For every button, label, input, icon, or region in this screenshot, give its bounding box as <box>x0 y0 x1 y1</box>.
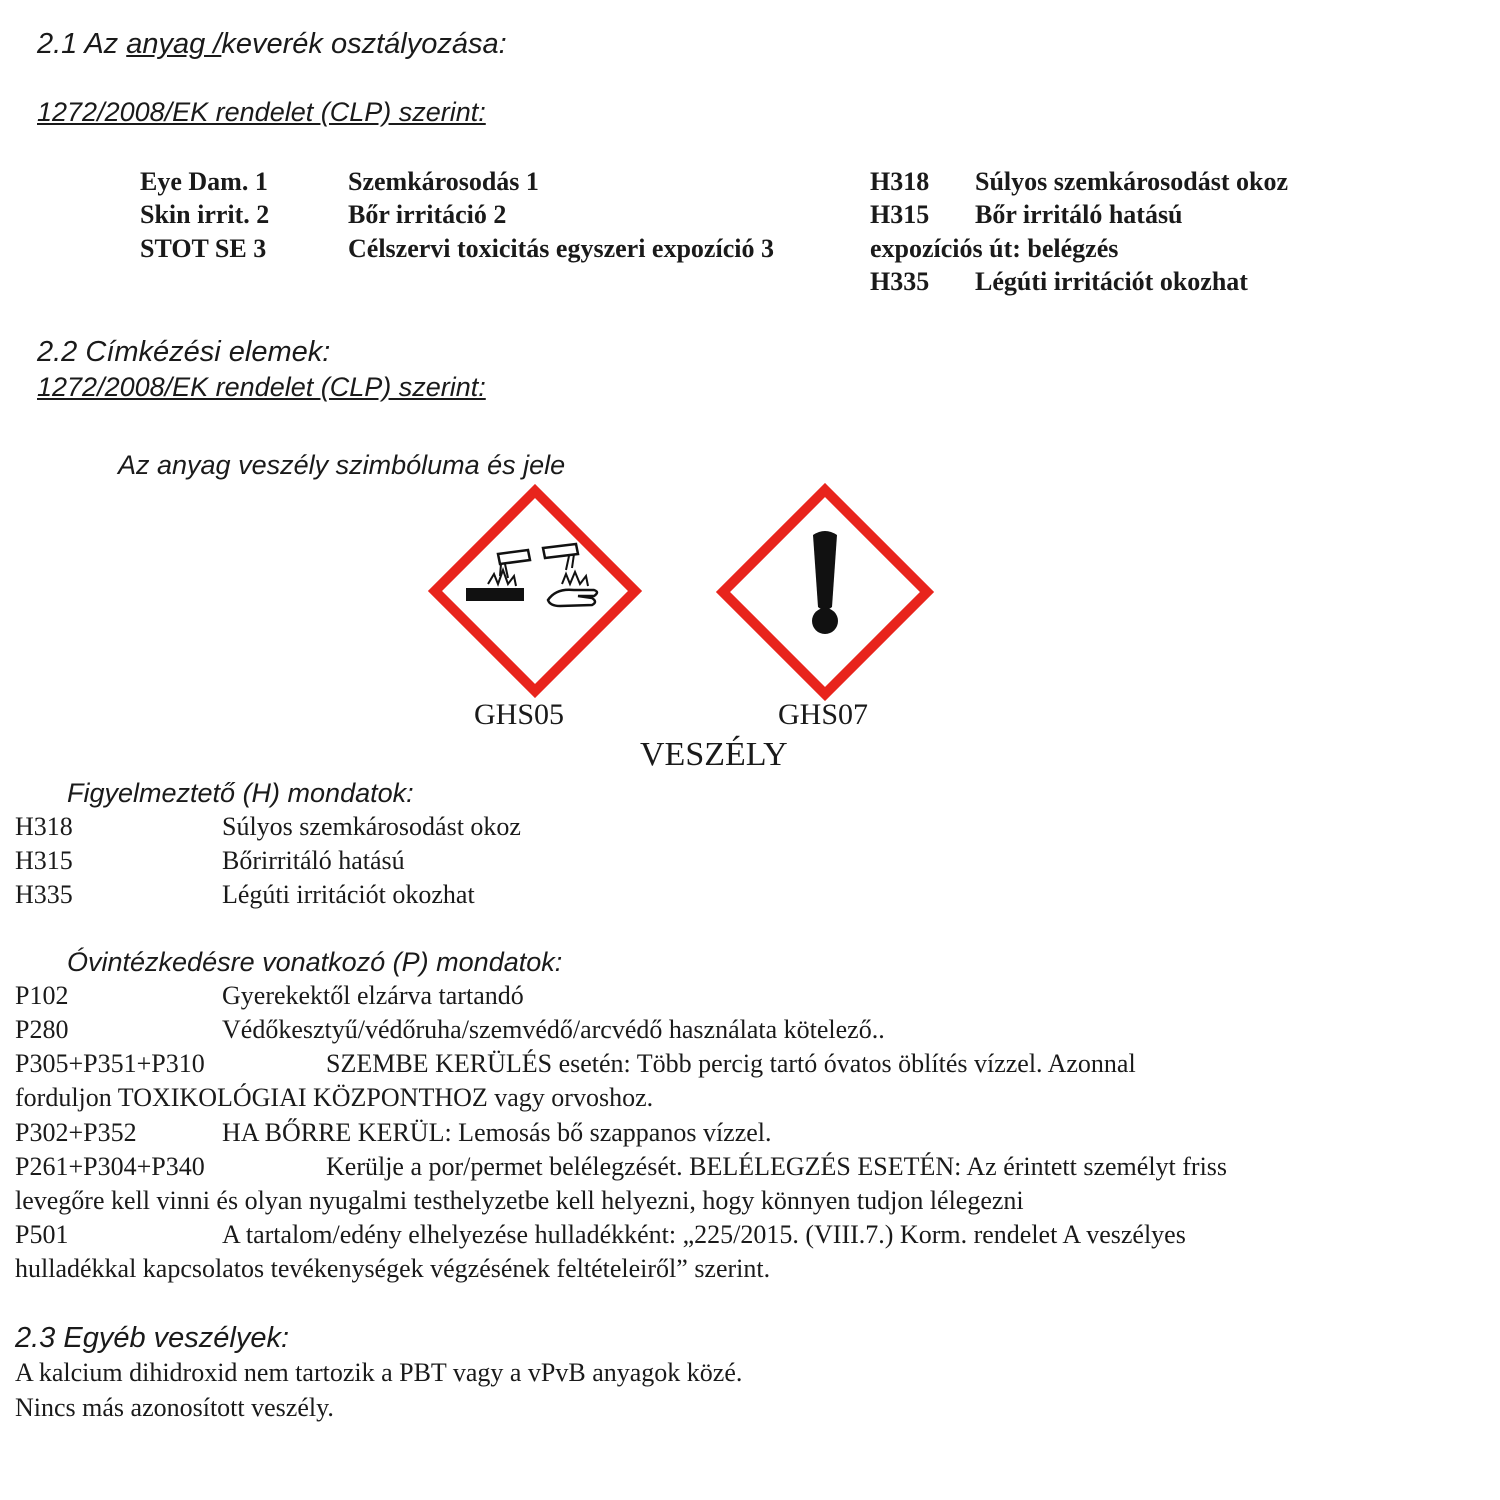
p-text: Kerülje a por/permet belélegzését. BELÉLEGZÉS ESETÉN: Az érintett személyt friss <box>326 1152 1228 1181</box>
class-desc: Célszervi toxicitás egyszeri expozíció 3 <box>348 234 774 263</box>
ghs07-pictogram <box>716 483 934 701</box>
class-stot-se: STOT SE 3 <box>140 234 267 263</box>
class-desc: Bőr irritáció 2 <box>348 200 507 229</box>
title-part: keverék osztályozása: <box>221 28 507 60</box>
p-text-continuation: forduljon TOXIKOLÓGIAI KÖZPONTHOZ vagy orvoshoz. <box>15 1083 654 1112</box>
hazard-code: H315 <box>870 200 930 229</box>
h-statements-heading: Figyelmeztető (H) mondatok: <box>67 778 414 808</box>
title-underlined-part: anyag / <box>126 28 222 60</box>
p-code: P302+P352 <box>15 1118 137 1147</box>
p-code: P280 <box>15 1015 69 1044</box>
section-2-2-title: 2.2 Címkézési elemek: <box>37 336 331 368</box>
title-part: Az <box>84 28 119 60</box>
p-statements-heading: Óvintézkedésre vonatkozó (P) mondatok: <box>67 947 563 977</box>
h-code: H315 <box>15 846 73 875</box>
p-text: HA BŐRRE KERÜL: Lemosás bő szappanos vízzel. <box>222 1118 772 1147</box>
class-skin-irrit: Skin irrit. 2 <box>140 200 270 229</box>
exposure-route: expozíciós út: belégzés <box>870 234 1119 263</box>
h-text: Bőrirritáló hatású <box>222 846 405 875</box>
section-2-1-title <box>37 28 507 61</box>
corrosion-icon <box>428 484 642 698</box>
regulation-heading: 1272/2008/EK rendelet (CLP) szerint: <box>37 372 486 402</box>
p-text: Gyerekektől elzárva tartandó <box>222 981 524 1010</box>
h-text: Súlyos szemkárosodást okoz <box>222 812 521 841</box>
symbol-heading: Az anyag veszély szimbóluma és jele <box>118 450 566 480</box>
hazard-text: Légúti irritációt okozhat <box>975 267 1248 296</box>
p-code: P102 <box>15 981 69 1010</box>
p-code: P261+P304+P340 <box>15 1152 205 1181</box>
ghs05-pictogram <box>428 484 642 698</box>
hazard-code: H335 <box>870 267 930 296</box>
other-hazards-line: A kalcium dihidroxid nem tartozik a PBT vagy a vPvB anyagok közé. <box>15 1358 743 1387</box>
class-eye-dam: Eye Dam. 1 <box>140 167 268 196</box>
hazard-text: Bőr irritáló hatású <box>975 200 1183 229</box>
p-code: P305+P351+P310 <box>15 1049 205 1078</box>
signal-word: VESZÉLY <box>640 736 788 773</box>
hazard-text: Súlyos szemkárosodást okoz <box>975 167 1289 196</box>
h-code: H335 <box>15 880 73 909</box>
h-code: H318 <box>15 812 73 841</box>
p-text: A tartalom/edény elhelyezése hulladékként: „225/2015. (VIII.7.) Korm. rendelet A veszélyes <box>222 1220 1186 1249</box>
section-2-3-title: 2.3 Egyéb veszélyek: <box>15 1322 290 1354</box>
regulation-heading: 1272/2008/EK rendelet (CLP) szerint: <box>37 97 486 127</box>
other-hazards-line: Nincs más azonosított veszély. <box>15 1393 334 1422</box>
p-code: P501 <box>15 1220 69 1249</box>
class-desc: Szemkárosodás 1 <box>348 167 539 196</box>
ghs07-label: GHS07 <box>778 698 869 731</box>
ghs05-label: GHS05 <box>474 698 565 731</box>
h-text: Légúti irritációt okozhat <box>222 880 475 909</box>
p-text-continuation: hulladékkal kapcsolatos tevékenységek végzésének feltételeiről” szerint. <box>15 1254 771 1283</box>
p-text: SZEMBE KERÜLÉS esetén: Több percig tartó óvatos öblítés vízzel. Azonnal <box>326 1049 1136 1078</box>
p-text: Védőkesztyű/védőruha/szemvédő/arcvédő használata kötelező.. <box>222 1015 885 1044</box>
hazard-code: H318 <box>870 167 930 196</box>
p-text-continuation: levegőre kell vinni és olyan nyugalmi testhelyzetbe kell helyezni, hogy könnyen tudjon lélegezni <box>15 1186 1024 1215</box>
exclamation-icon <box>716 483 934 701</box>
section-number: 2.1 <box>37 28 78 60</box>
